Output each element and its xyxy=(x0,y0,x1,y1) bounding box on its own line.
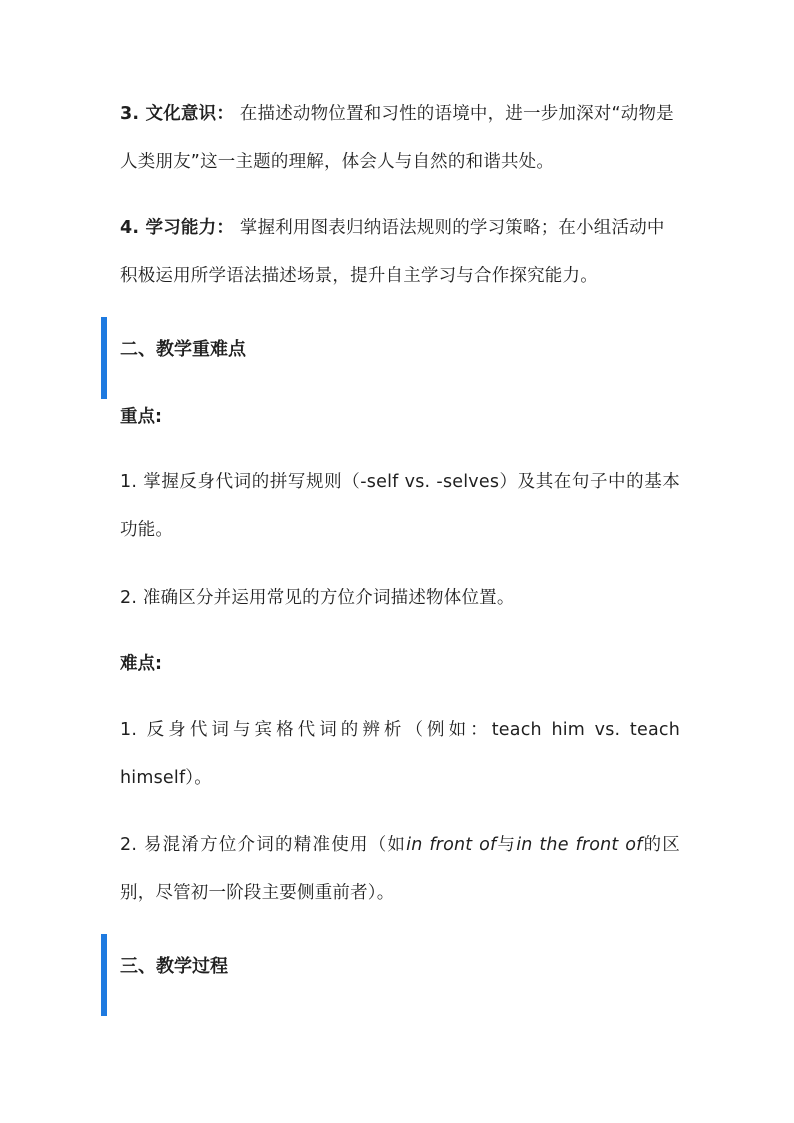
section-heading-teaching-process xyxy=(101,934,691,1016)
difficult-point-2 xyxy=(120,821,680,917)
objective-4-label: 4. 学习能力： xyxy=(120,218,235,238)
section-3-title: 三、教学过程 xyxy=(120,956,228,977)
objective-learning-ability xyxy=(120,204,680,300)
section-accent-bar xyxy=(101,934,107,1016)
key-point-2: 2. 准确区分并运用常见的方位介词描述物体位置。 xyxy=(120,588,515,608)
objective-3-text: 在描述动物位置和习性的语境中，进一步加深对“动物是人类朋友”这一主题的理解，体会人与自然的和谐共处。 xyxy=(120,104,674,172)
difficult-point-2-term-2: in the front of xyxy=(516,835,643,855)
section-heading-key-difficult xyxy=(101,317,691,399)
key-points-label: 重点: xyxy=(120,407,162,427)
difficult-point-1: 1. 反身代词与宾格代词的辨析（例如：teach him vs. teach himself）。 xyxy=(120,720,680,788)
difficult-point-2-before: 2. 易混淆方位介词的精准使用（如 xyxy=(120,835,407,855)
difficult-point-2-middle: 与 xyxy=(496,835,517,855)
difficult-point-2-term-1: in front of xyxy=(406,835,497,855)
difficult-point-2-after: 的区别，尽管初一阶段主要侧重前者）。 xyxy=(120,835,680,903)
objective-cultural-awareness xyxy=(120,90,680,186)
objective-3-label: 3. 文化意识： xyxy=(120,104,235,124)
key-point-1: 1. 掌握反身代词的拼写规则（-self vs. -selves）及其在句子中的基本功能。 xyxy=(120,472,680,540)
section-accent-bar xyxy=(101,317,107,399)
objective-4-text: 掌握利用图表归纳语法规则的学习策略；在小组活动中积极运用所学语法描述场景，提升自主学习与合作探究能力。 xyxy=(120,218,665,286)
section-2-title: 二、教学重难点 xyxy=(120,339,246,360)
difficult-points-label: 难点: xyxy=(120,654,162,674)
